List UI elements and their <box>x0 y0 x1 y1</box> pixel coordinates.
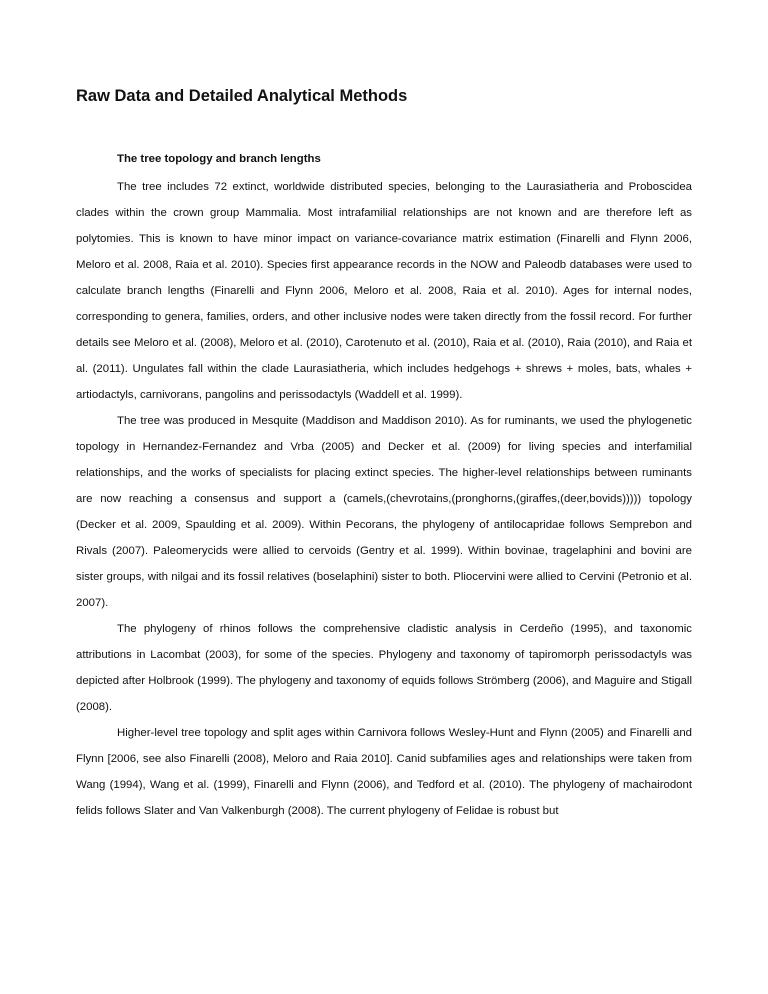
paragraph-carnivora: Higher-level tree topology and split ages within Carnivora follows Wesley-Hunt and Flynn (2005) and Finarelli and Flynn [2006, see also Finarelli (2008), Meloro and Raia 2010]. Canid subfamilies ages and relationships were taken from Wang (1994), Wang et al. (1999), Finarelli and Flynn (2006), and Tedford et al. (2010). The phylogeny of machairodont felids follows Slater and Van Valkenburgh (2008). The current phylogeny of Felidae is robust but <box>76 727 692 817</box>
paragraph-tree-species: The tree includes 72 extinct, worldwide distributed species, belonging to the Laurasiatheria and Proboscidea clades within the crown group Mammalia. Most intrafamilial relationships are not known and are therefore left as polytomies. This is known to have minor impact on variance-covariance matrix estimation (Finarelli and Flynn 2006, Meloro et al. 2008, Raia et al. 2010). Species first appearance records in the NOW and Paleodb databases were used to calculate branch lengths (Finarelli and Flynn 2006, Meloro et al. 2008, Raia et al. 2010). Ages for internal nodes, corresponding to genera, families, orders, and other inclusive nodes were taken directly from the fossil record. For further details see Meloro et al. (2008), Meloro et al. (2010), Carotenuto et al. (2010), Raia et al. (2010), Raia (2010), and Raia et al. (2011). Ungulates fall within the clade Laurasiatheria, which includes hedgehogs + shrews + moles, bats, whales + artiodactyls, carnivorans, pangolins and perissodactyls (Waddell et al. 1999). <box>76 181 692 401</box>
paragraph-mesquite-ruminants: The tree was produced in Mesquite (Maddison and Maddison 2010). As for ruminants, we used the phylogenetic topology in Hernandez-Fernandez and Vrba (2005) and Decker et al. (2009) for living species and interfamilial relationships, and the works of specialists for placing extinct species. The higher-level relationships between ruminants are now reaching a consensus and support a (camels,(chevrotains,(pronghorns,(giraffes,(deer,bovids))))) topology (Decker et al. 2009, Spaulding et al. 2009). Within Pecorans, the phylogeny of antilocapridae follows Semprebon and Rivals (2007). Paleomerycids were allied to cervoids (Gentry et al. 1999). Within bovinae, tragelaphini and bovini are sister groups, with nilgai and its fossil relatives (boselaphini) sister to both. Pliocervini were allied to Cervini (Petronio et al. 2007). <box>76 415 692 609</box>
document-title: Raw Data and Detailed Analytical Methods <box>76 87 408 105</box>
paragraph-rhinos-equids: The phylogeny of rhinos follows the comprehensive cladistic analysis in Cerdeño (1995), and taxonomic attributions in Lacombat (2003), for some of the species. Phylogeny and taxonomy of tapiromorph perissodactyls was depicted after Holbrook (1999). The phylogeny and taxonomy of equids follows Strömberg (2006), and Maguire and Stigall (2008). <box>76 623 692 713</box>
section-heading: The tree topology and branch lengths <box>117 153 321 165</box>
